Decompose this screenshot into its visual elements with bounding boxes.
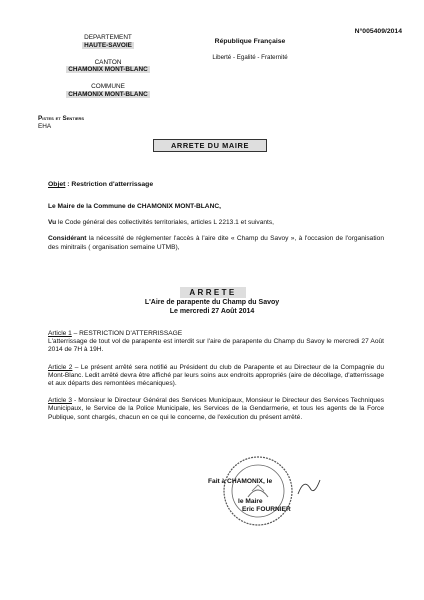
decision-heading: ARRETE — [180, 287, 246, 298]
decision-line-1: L'Aire de parapente du Champ du Savoy — [144, 299, 280, 306]
service-name: Pistes et Sentiers — [38, 115, 85, 122]
article-2-text: – Le présent arrêté sera notifié au Président du club de Parapente et au Directeur de la Compagnie du Mont-Blanc. Ledit arrêté devra être affiché par leurs soins aux endroits appropriés (aire de décollage, d'atterrissage et aux départs des remontées mécaniques). — [48, 363, 384, 388]
canton-name: CHAMONIX MONT-BLANC — [68, 66, 148, 74]
article-2 — [48, 364, 384, 389]
signature-role: le Maire — [238, 498, 263, 506]
dept-name: HAUTE-SAVOIE — [84, 41, 132, 49]
administrative-header — [48, 34, 168, 99]
republic-header — [190, 37, 310, 62]
vu-paragraph: Vu le Code général des collectivités territoriales, articles L 2213.1 et suivants, — [48, 219, 275, 227]
commune-label: COMMUNE — [91, 83, 125, 91]
document-title: ARRETE DU MAIRE — [153, 139, 267, 152]
handwritten-signature — [295, 476, 323, 500]
objet-text: : Restriction d'atterrissage — [65, 181, 154, 188]
republic-name: République Française — [214, 38, 286, 45]
article-1-text: L'atterrissage de tout vol de parapente est interdit sur l'aire de parapente du Champ du Savoy le mercredi 27 Août 2014 de 7H à 19H. — [48, 338, 384, 354]
mayor-line: Le Maire de la Commune de CHAMONIX MONT-BLANC, — [48, 203, 221, 210]
article-2-label: Article 2 — [48, 363, 73, 371]
decision-line-2: Le mercredi 27 Août 2014 — [169, 307, 255, 315]
preamble — [48, 203, 384, 260]
dept-label: DEPARTEMENT — [84, 34, 132, 41]
considerant-paragraph: Considérant la nécessité de réglementer l'accès à l'aire dite « Champ du Savoy », à l'occasion de l'organisation des minitrails ( organisation semaine UTMB), — [48, 235, 384, 251]
article-1 — [48, 330, 384, 355]
service-block — [38, 115, 84, 131]
signature-name: Eric FOURNIER — [242, 506, 291, 514]
article-1-title: – RESTRICTION D'ATTERRISSAGE — [71, 330, 183, 337]
objet-label: Objet — [48, 181, 66, 188]
article-3 — [48, 397, 384, 422]
canton-label: CANTON — [94, 58, 122, 66]
commune-name: CHAMONIX MONT-BLANC — [68, 90, 148, 98]
decision-subtitle — [100, 299, 324, 316]
service-initials: EHA — [38, 122, 52, 130]
reference-number: N°005409/2014 — [354, 28, 402, 35]
objet-line — [48, 181, 153, 188]
article-3-text: - Monsieur le Directeur Général des Services Municipaux, Monsieur le Directeur des Services Techniques Municipaux, le Service de la Police Municipale, les Services de la Gendarmerie, et tous les agents de la Force Publique, sont chargés, chacun en ce qui le concerne, de l'exécution du présent arrêté. — [48, 397, 384, 421]
article-3-label: Article 3 — [48, 397, 72, 405]
motto: Liberté - Egalité - Fraternité — [212, 54, 288, 61]
signature-place: Fait à CHAMONIX, le — [208, 478, 273, 485]
articles — [48, 330, 384, 431]
article-1-label: Article 1 — [48, 330, 72, 337]
